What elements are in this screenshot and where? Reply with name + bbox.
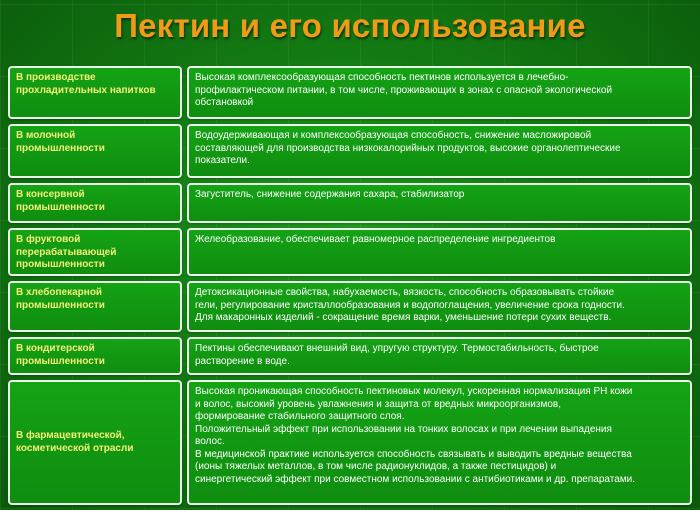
industry-label: В производстве <box>16 72 96 83</box>
table-row <box>8 228 692 276</box>
usage-text: растворение в воде. <box>195 355 290 367</box>
industry-cell <box>8 380 182 505</box>
usage-text: (ионы тяжелых металлов, в том числе радионуклидов, а также пестицидов) и <box>195 461 557 472</box>
table-row <box>8 337 692 375</box>
industry-cell <box>8 228 182 276</box>
industry-cell <box>8 183 182 223</box>
pectin-usage-table <box>8 66 692 510</box>
usage-text: Положительный эффект при использовании на тонких волосах и при лечении выпадения <box>195 423 612 435</box>
usage-text: Пектины обеспечивают внешний вид, упругую структуру. Термостабильность, быстрое <box>195 343 599 354</box>
usage-text: Загуститель, снижение содержания сахара, стабилизатор <box>195 189 465 200</box>
usage-text: профилактическом питании, в том числе, проживающих в зонах с опасной экологической <box>195 84 613 96</box>
usage-text: гели, регулирование кристаллообразования и водопоглащения, увеличение срока годности. <box>195 299 625 311</box>
usage-cell <box>187 281 692 332</box>
table-row <box>8 183 692 223</box>
usage-text: формирование стабильного защитного слоя. <box>195 411 405 422</box>
usage-text: Высокая комплексообразующая способность пектинов используется в лечебно- <box>195 72 569 83</box>
industry-label: В консервной <box>16 189 85 200</box>
industry-label: косметической отрасли <box>16 442 134 454</box>
industry-cell <box>8 281 182 332</box>
industry-label: промышленности <box>16 142 105 154</box>
usage-text: волос. <box>195 436 225 447</box>
table-row <box>8 281 692 332</box>
page-title: Пектин и его использование <box>114 7 586 44</box>
usage-cell <box>187 124 692 178</box>
usage-cell <box>187 380 692 505</box>
industry-label: В фармацевтической, <box>16 430 125 441</box>
usage-text: Детоксикационные свойства, набухаемость, вязкость, способность образовывать стойкие <box>195 287 615 298</box>
industry-label: В хлебопекарной <box>16 287 103 298</box>
usage-text: обстановкой <box>195 97 254 108</box>
usage-text: Водоудерживающая и комплексообразующая способность, снижение масложировой <box>195 130 592 141</box>
usage-cell <box>187 183 692 223</box>
industry-cell <box>8 124 182 178</box>
usage-text: Для макаронных изделий - сокращение время варки, уменьшение потери сухих веществ. <box>195 312 612 323</box>
industry-label: перерабатывающей <box>16 246 117 258</box>
industry-label: промышленности <box>16 201 105 213</box>
table-row <box>8 380 692 505</box>
industry-label: В молочной <box>16 130 76 141</box>
industry-label: промышленности <box>16 259 105 270</box>
usage-cell <box>187 66 692 119</box>
usage-text: В медицинской практике используется способность связывать и выводить вредные вещества <box>195 448 632 460</box>
table-row <box>8 124 692 178</box>
usage-text: показатели. <box>195 155 250 166</box>
usage-cell <box>187 337 692 375</box>
industry-label: промышленности <box>16 299 105 311</box>
industry-cell <box>8 66 182 119</box>
usage-text: и волос, высокий уровень увлажнения и защита от вредных микроорганизмов, <box>195 398 561 410</box>
usage-text: Желеобразование, обеспечивает равномерное распределение ингредиентов <box>195 234 556 245</box>
usage-text: синергетический эффект при совместном использовании с антибиотиками и др. препаратами. <box>195 473 635 485</box>
industry-cell <box>8 337 182 375</box>
industry-label: прохладительных напитков <box>16 84 156 96</box>
usage-text: составляющей для производства низкокалорийных продуктов, высокие органолептические <box>195 142 621 154</box>
industry-label: В фруктовой <box>16 234 81 245</box>
industry-label: промышленности <box>16 355 105 367</box>
usage-text: Высокая проникающая способность пектиновых молекул, ускоренная нормализация PH кожи <box>195 386 633 397</box>
table-row <box>8 66 692 119</box>
industry-label: В кондитерской <box>16 343 95 354</box>
usage-cell <box>187 228 692 276</box>
